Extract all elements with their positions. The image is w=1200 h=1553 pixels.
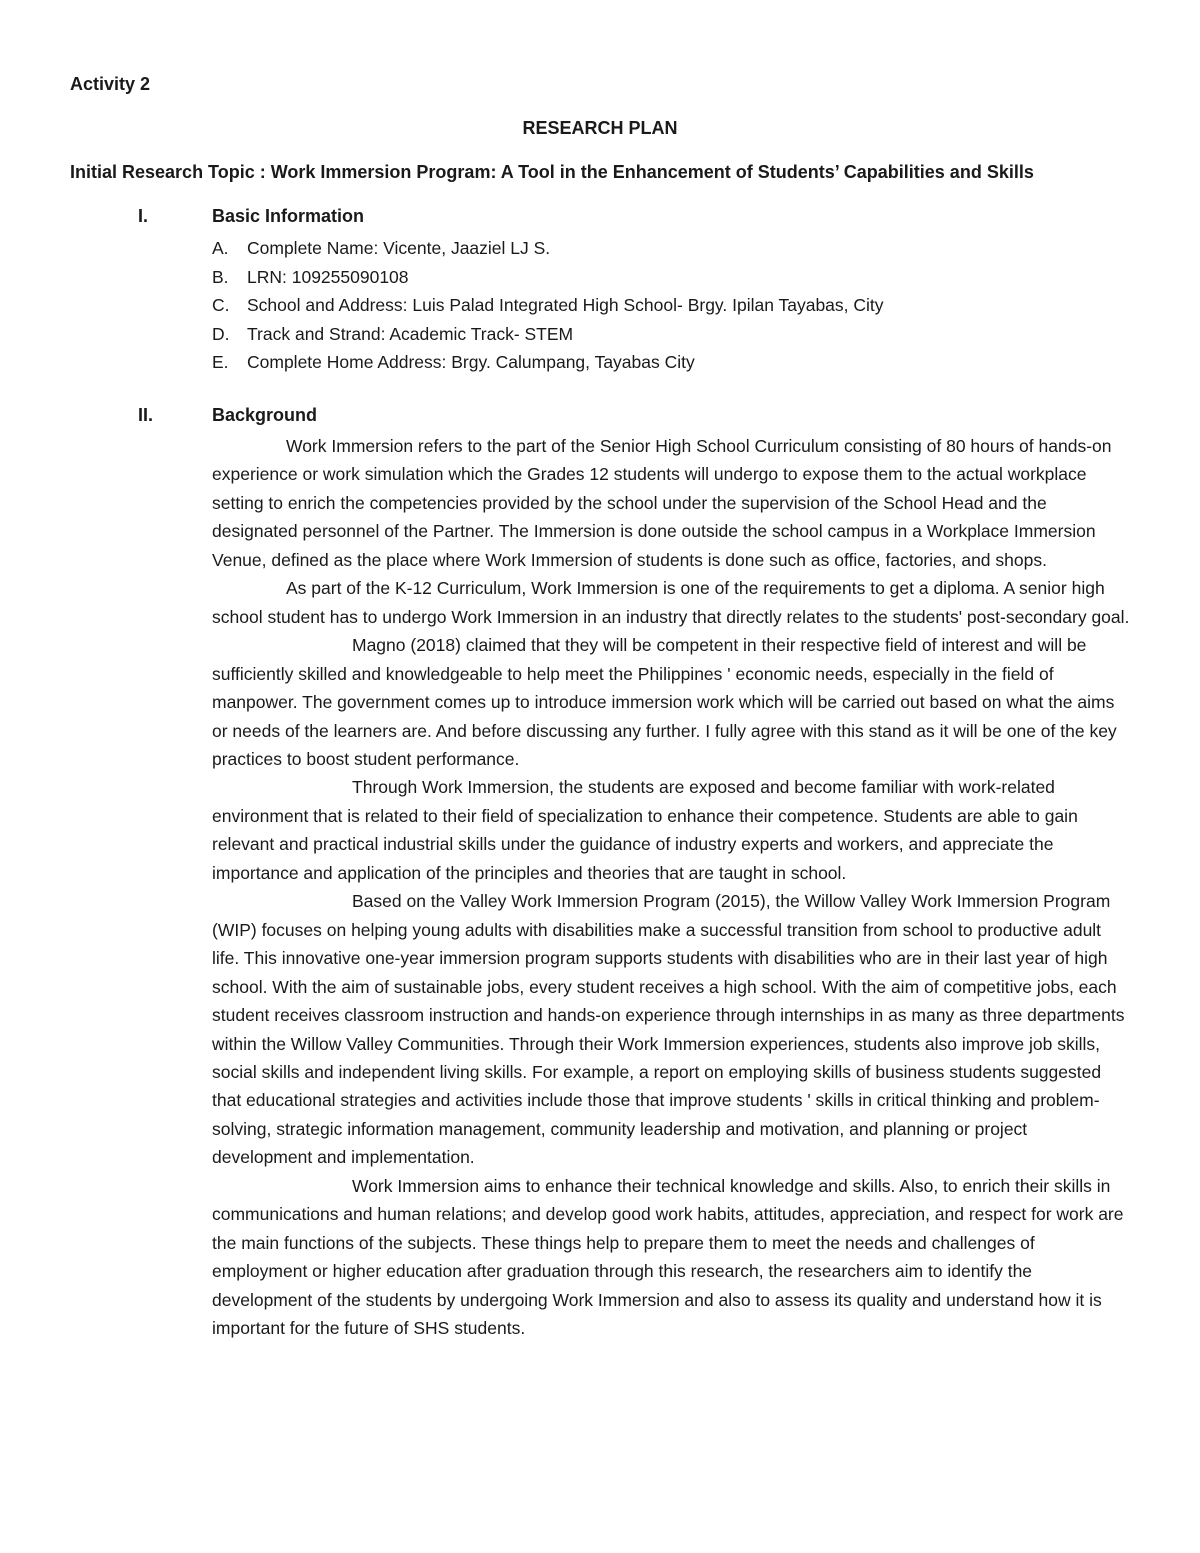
paragraph: Based on the Valley Work Immersion Program (2015), the Willow Valley Work Immersion Program (WIP) focuses on helping young adults with disabilities make a successful transition from school to productive adult life. This innovative one-year immersion program supports students with disabilities who are in their last year of high school. With the aim of sustainable jobs, every student receives a high school. With the aim of competitive jobs, each student receives classroom instruction and hands-on experience through internships in as many as three departments within the Willow Valley Communities. Through their Work Immersion experiences, students also improve job skills, social skills and independent living skills. For example, a report on employing skills of business students suggested that educational strategies and activities include those that improve students ' skills in critical thinking and problem-solving, strategic information management, community leadership and motivation, and planning or project development and implementation. [212,891,1125,1168]
list-item [212,320,884,349]
list-item-letter: D. [212,323,230,344]
paragraph: Magno (2018) claimed that they will be competent in their respective field of interest and will be sufficiently skilled and knowledgeable to help meet the Philippines ' economic needs, especially in the field of manpower. The government comes up to introduce immersion work which will be carried out based on what the aims or needs of the learners are. And before discussing any further. I fully agree with this stand as it will be one of the key practices to boost student performance. [212,635,1117,769]
activity-label: Activity 2 [70,74,151,94]
list-item-letter: B. [212,266,229,287]
basic-information-list [212,234,884,377]
list-item-text: School and Address: Luis Palad Integrated High School- Brgy. Ipilan Tayabas, City [247,295,884,315]
list-item-text: Track and Strand: Academic Track- STEM [247,323,574,344]
paragraph: Work Immersion refers to the part of the Senior High School Curriculum consisting of 80 hours of hands-on experience or work simulation which the Grades 12 students will undergo to expose them to the actual workplace setting to enrich the competencies provided by the school under the supervision of the School Head and the designated personnel of the Partner. The Immersion is done outside the school campus in a Workplace Immersion Venue, defined as the place where Work Immersion of students is done such as office, factories, and shops. [212,436,1112,570]
document-title: RESEARCH PLAN [522,118,678,138]
list-item-text: Complete Name: Vicente, Jaaziel LJ S. [247,238,551,258]
list-item [212,348,884,377]
section-1-title: Basic Information [212,206,365,226]
section-1-number: I. [138,206,149,226]
paragraph: Through Work Immersion, the students are exposed and become familiar with work-related environment that is related to their field of specialization to enhance their competence. Students are able to gain relevant and practical industrial skills under the guidance of industry experts and workers, and appreciate the importance and application of the principles and theories that are taught in school. [212,777,1078,883]
list-item-letter: C. [212,295,230,315]
list-item [212,263,884,292]
list-item [212,234,884,263]
list-item-text: Complete Home Address: Brgy. Calumpang, Tayabas City [247,352,695,372]
background-body [212,432,1132,1343]
list-item-text: LRN: 109255090108 [247,266,409,287]
section-2-title: Background [212,405,318,425]
list-item-letter: E. [212,352,229,372]
list-item [212,291,884,320]
list-item-letter: A. [212,238,229,258]
research-topic: Initial Research Topic : Work Immersion Program: A Tool in the Enhancement of Students’ Capabilities and Skills [70,162,1034,182]
paragraph: As part of the K-12 Curriculum, Work Immersion is one of the requirements to get a diploma. A senior high school student has to undergo Work Immersion in an industry that directly relates to the students' post-secondary goal. [212,578,1130,627]
section-2-number: II. [138,405,154,425]
paragraph: Work Immersion aims to enhance their technical knowledge and skills. Also, to enrich their skills in communications and human relations; and develop good work habits, attitudes, appreciation, and respect for work are the main functions of the subjects. These things help to prepare them to meet the needs and challenges of employment or higher education after graduation through this research, the researchers aim to identify the development of the students by undergoing Work Immersion and also to assess its quality and understand how it is important for the future of SHS students. [212,1175,1124,1339]
